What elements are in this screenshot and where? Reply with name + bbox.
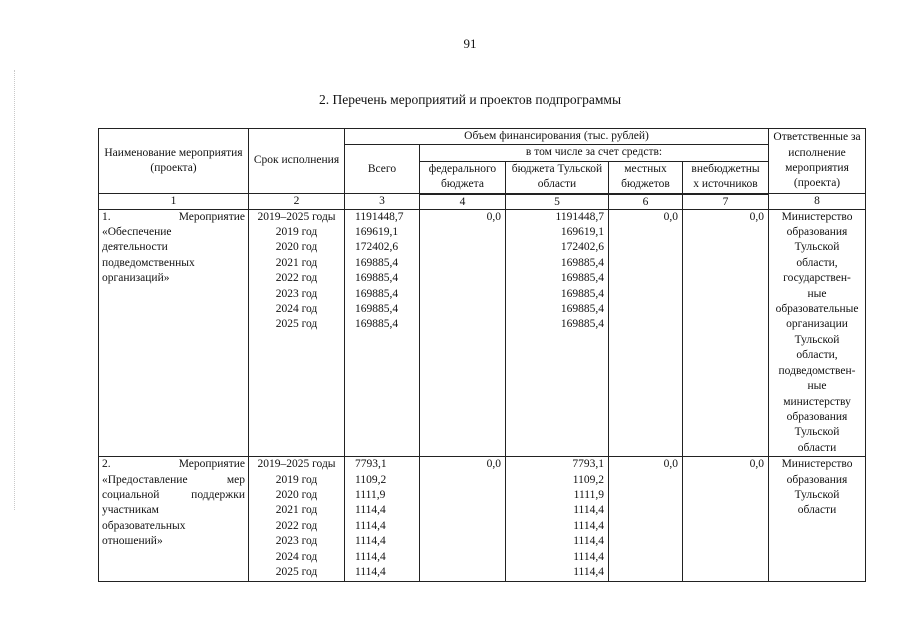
- responsible-line: Тульской: [794, 488, 840, 501]
- responsible-line: министерству: [783, 395, 851, 408]
- column-number: 2: [249, 194, 345, 210]
- measure-name-line: организаций»: [102, 272, 170, 285]
- regional-value: 1114,4: [573, 504, 604, 517]
- responsible-line: Министерство: [781, 210, 853, 223]
- header-volume: Объем финансирования (тыс. рублей): [345, 129, 769, 145]
- total-value: 169885,4: [355, 318, 399, 331]
- section-title: 2. Перечень мероприятий и проектов подпрограммы: [318, 92, 622, 107]
- responsible-line: Тульской: [794, 333, 840, 346]
- responsible-line: подведомствен-: [778, 364, 856, 377]
- period: 2022 год: [275, 272, 318, 285]
- total-value: 169885,4: [355, 272, 399, 285]
- period: 2020 год: [275, 488, 318, 501]
- header-federal: федерального бюджета: [420, 161, 506, 193]
- period: 2021 год: [275, 256, 318, 269]
- regional-value: 1109,2: [572, 473, 604, 486]
- extrabudget-value: 0,0: [683, 209, 769, 457]
- header-name: Наименование мероприятия (проекта): [99, 129, 249, 194]
- extrabudget-value: 0,0: [683, 457, 769, 582]
- column-numbers-row: [99, 194, 866, 210]
- responsible-line: организации: [786, 318, 848, 331]
- regional-value: 169885,4: [560, 318, 604, 331]
- responsible-line: Тульской: [794, 241, 840, 254]
- responsible-line: области: [797, 441, 837, 454]
- total-cell: [345, 209, 420, 457]
- total-value: 1114,4: [355, 535, 386, 548]
- responsible-line: образования: [786, 473, 848, 486]
- federal-value: 0,0: [420, 457, 506, 582]
- regional-value: 169885,4: [560, 256, 604, 269]
- total-value: 169885,4: [355, 287, 399, 300]
- total-value: 172402,6: [355, 241, 399, 254]
- measure-name-part: социальной: [102, 488, 160, 501]
- responsible-cell: [769, 457, 866, 582]
- column-number: 7: [683, 194, 769, 210]
- responsible-line: образования: [786, 410, 848, 423]
- measure-word: Мероприятие: [178, 458, 245, 471]
- responsible-line: образовательные: [775, 303, 859, 316]
- total-value: 1109,2: [355, 473, 387, 486]
- measure-number: 1.: [102, 210, 111, 223]
- total-value: 169619,1: [355, 226, 399, 239]
- header-extrabudget: [683, 161, 769, 193]
- period: 2019–2025 годы: [257, 458, 336, 471]
- column-number: 3: [345, 194, 420, 210]
- measure-name-line: подведомственных: [102, 256, 195, 269]
- header-period: Срок исполнения: [249, 129, 345, 194]
- header-extrabudget-line2: х источников: [693, 178, 758, 191]
- period: 2023 год: [275, 287, 318, 300]
- scan-margin-marks: [14, 70, 18, 510]
- federal-value: 0,0: [420, 209, 506, 457]
- responsible-line: Министерство: [781, 458, 853, 471]
- measure-name-part: «Предоставление: [102, 473, 188, 486]
- measure-name-part: поддержки: [191, 488, 245, 501]
- total-value: 1114,4: [355, 565, 386, 578]
- responsible-line: Тульской: [794, 426, 840, 439]
- measures-table: [98, 128, 866, 582]
- measure-name-line: «Обеспечение: [102, 226, 172, 239]
- period: 2022 год: [275, 519, 318, 532]
- table-row: [99, 457, 866, 582]
- column-number: 5: [506, 194, 609, 210]
- responsible-line: ные: [807, 287, 827, 300]
- regional-value: 1114,4: [573, 550, 604, 563]
- measure-name-line: отношений»: [102, 535, 163, 548]
- responsible-line: области: [797, 504, 837, 517]
- measure-name-cell: [99, 209, 249, 457]
- measure-name-cell: [99, 457, 249, 582]
- regional-value: 7793,1: [572, 458, 604, 471]
- period: 2020 год: [275, 241, 318, 254]
- total-value: 1114,4: [355, 550, 386, 563]
- header-local: местных бюджетов: [609, 161, 683, 193]
- header-responsible: Ответственные за исполнение мероприятия (проекта): [769, 129, 866, 194]
- period: 2025 год: [275, 565, 318, 578]
- total-value: 1191448,7: [355, 210, 404, 223]
- measure-name-part: мер: [226, 473, 245, 486]
- local-value: 0,0: [609, 457, 683, 582]
- total-cell: [345, 457, 420, 582]
- period: 2021 год: [275, 504, 318, 517]
- responsible-line: ные: [807, 380, 827, 393]
- total-value: 1111,9: [355, 488, 386, 501]
- responsible-line: области,: [796, 256, 838, 269]
- page-number: 91: [463, 36, 477, 51]
- column-number: 6: [609, 194, 683, 210]
- column-number: 4: [420, 194, 506, 210]
- period: 2024 год: [275, 303, 318, 316]
- regional-value: 169619,1: [560, 226, 604, 239]
- measure-name-line: участникам: [102, 504, 159, 517]
- regional-value: 1191448,7: [555, 210, 604, 223]
- measure-number: 2.: [102, 458, 111, 471]
- period: 2019–2025 годы: [257, 210, 336, 223]
- total-value: 169885,4: [355, 303, 399, 316]
- regional-value: 1111,9: [573, 488, 604, 501]
- total-value: 7793,1: [355, 458, 387, 471]
- header-including: в том числе за счет средств:: [420, 145, 769, 161]
- period-cell: [249, 209, 345, 457]
- regional-value: 169885,4: [560, 272, 604, 285]
- regional-cell: [506, 209, 609, 457]
- column-number: 8: [769, 194, 866, 210]
- column-number: 1: [99, 194, 249, 210]
- period: 2024 год: [275, 550, 318, 563]
- header-regional: бюджета Тульской области: [506, 161, 609, 193]
- responsible-cell: [769, 209, 866, 457]
- period: 2023 год: [275, 535, 318, 548]
- responsible-line: области,: [796, 349, 838, 362]
- local-value: 0,0: [609, 209, 683, 457]
- regional-value: 169885,4: [560, 287, 604, 300]
- responsible-line: образования: [786, 226, 848, 239]
- period: 2019 год: [275, 473, 318, 486]
- regional-value: 1114,4: [573, 519, 604, 532]
- responsible-line: государствен-: [783, 272, 851, 285]
- measure-word: Мероприятие: [178, 210, 245, 223]
- period: 2019 год: [275, 226, 318, 239]
- regional-value: 1114,4: [573, 565, 604, 578]
- regional-value: 169885,4: [560, 303, 604, 316]
- regional-value: 1114,4: [573, 535, 604, 548]
- period: 2025 год: [275, 318, 318, 331]
- table-row: [99, 209, 866, 457]
- header-extrabudget-line1: внебюджетны: [691, 162, 760, 175]
- measure-name-line: деятельности: [102, 241, 168, 254]
- regional-cell: [506, 457, 609, 582]
- header-total: Всего: [345, 145, 420, 194]
- total-value: 169885,4: [355, 256, 399, 269]
- regional-value: 172402,6: [560, 241, 604, 254]
- measure-name-line: образовательных: [102, 519, 186, 532]
- period-cell: [249, 457, 345, 582]
- total-value: 1114,4: [355, 504, 386, 517]
- total-value: 1114,4: [355, 519, 386, 532]
